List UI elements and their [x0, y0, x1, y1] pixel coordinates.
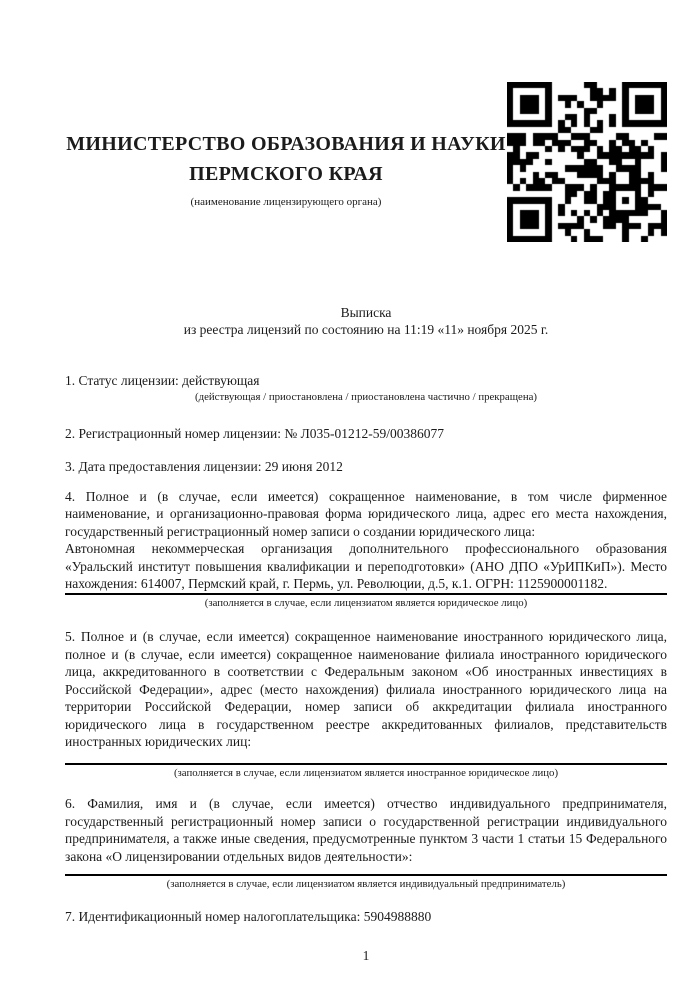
- extract-subtitle: из реестра лицензий по состоянию на 11:19 «11» ноября 2025 г.: [183, 322, 549, 338]
- item-taxpayer-number: 7. Идентификационный номер налогоплательщика: 5904988880: [65, 908, 432, 924]
- legal-entity-label: 4. Полное и (в случае, если имеется) сокращенное наименование, в том числе фирменное наименование, и организационно-правовая форма юридического лица, адрес его места нахождения, государственный регистрационный номер записи о создании юридического лица:: [65, 489, 667, 539]
- foreign-entity-fill-line: [65, 750, 667, 765]
- legal-entity-value: Автономная некоммерческая организация дополнительного профессионального образования «Уральский институт повышения квалификации и переподготовки» (АНО ДПО «УрИПКиП»). Место нахождения: 614007, Пермский край, г. Пермь, ул. Революции, д.5, к.1. ОГРН: 1125900001182.: [65, 541, 667, 592]
- item-foreign-entity: [65, 628, 667, 765]
- ministry-name: [65, 129, 507, 189]
- ministry-name-line1: МИНИСТЕРСТВО ОБРАЗОВАНИЯ И НАУКИ: [66, 133, 506, 155]
- entrepreneur-fill-line: [65, 865, 667, 876]
- item-grant-date: 3. Дата предоставления лицензии: 29 июня 2012: [65, 458, 343, 474]
- entrepreneur-label: 6. Фамилия, имя и (в случае, если имеется) отчество индивидуального предпринимателя, государственный регистрационный номер записи о государственной регистрации индивидуального предпринимателя, а также иные сведения, предусмотренные пунктом 3 части 1 статьи 15 Федерального закона «О лицензировании отдельных видов деятельности»:: [65, 796, 667, 864]
- document-header: [65, 82, 667, 242]
- licensing-authority: [65, 82, 507, 209]
- licensing-authority-caption: (наименование лицензирующего органа): [190, 196, 382, 208]
- legal-entity-note: (заполняется в случае, если лицензиатом является юридическое лицо): [204, 597, 528, 610]
- qr-code-icon: [507, 82, 667, 242]
- page-number: 1: [362, 948, 370, 964]
- document-title: [65, 304, 667, 339]
- item-entrepreneur: [65, 795, 667, 876]
- item-license-status: 1. Статус лицензии: действующая: [65, 372, 260, 388]
- entrepreneur-note: (заполняется в случае, если лицензиатом является индивидуальный предприниматель): [166, 877, 566, 890]
- foreign-entity-label: 5. Полное и (в случае, если имеется) сокращенное наименование иностранного юридического лица, полное и (в случае, если имеется) сокращенное наименование филиала иностранного юридического лица, аккредитованного в соответствии с Федеральным законом «Об иностранных инвестициях в Российской Федерации», адрес (место нахождения) филиала иностранного юридического лица на территории Российской Федерации, номер записи об аккредитации филиала иностранного юридического лица в государственном реестре аккредитованных филиалов, представительств иностранных юридических лиц:: [65, 629, 667, 749]
- item-registration-number: 2. Регистрационный номер лицензии: № Л035-01212-59/00386077: [65, 426, 445, 442]
- ministry-name-line2: ПЕРМСКОГО КРАЯ: [189, 163, 383, 185]
- foreign-entity-note: (заполняется в случае, если лицензиатом является иностранное юридическое лицо): [173, 767, 559, 780]
- license-status-options-note: (действующая / приостановлена / приостановлена частично / прекращена): [195, 391, 537, 404]
- extract-title: Выписка: [340, 305, 392, 320]
- item-legal-entity: [65, 488, 667, 595]
